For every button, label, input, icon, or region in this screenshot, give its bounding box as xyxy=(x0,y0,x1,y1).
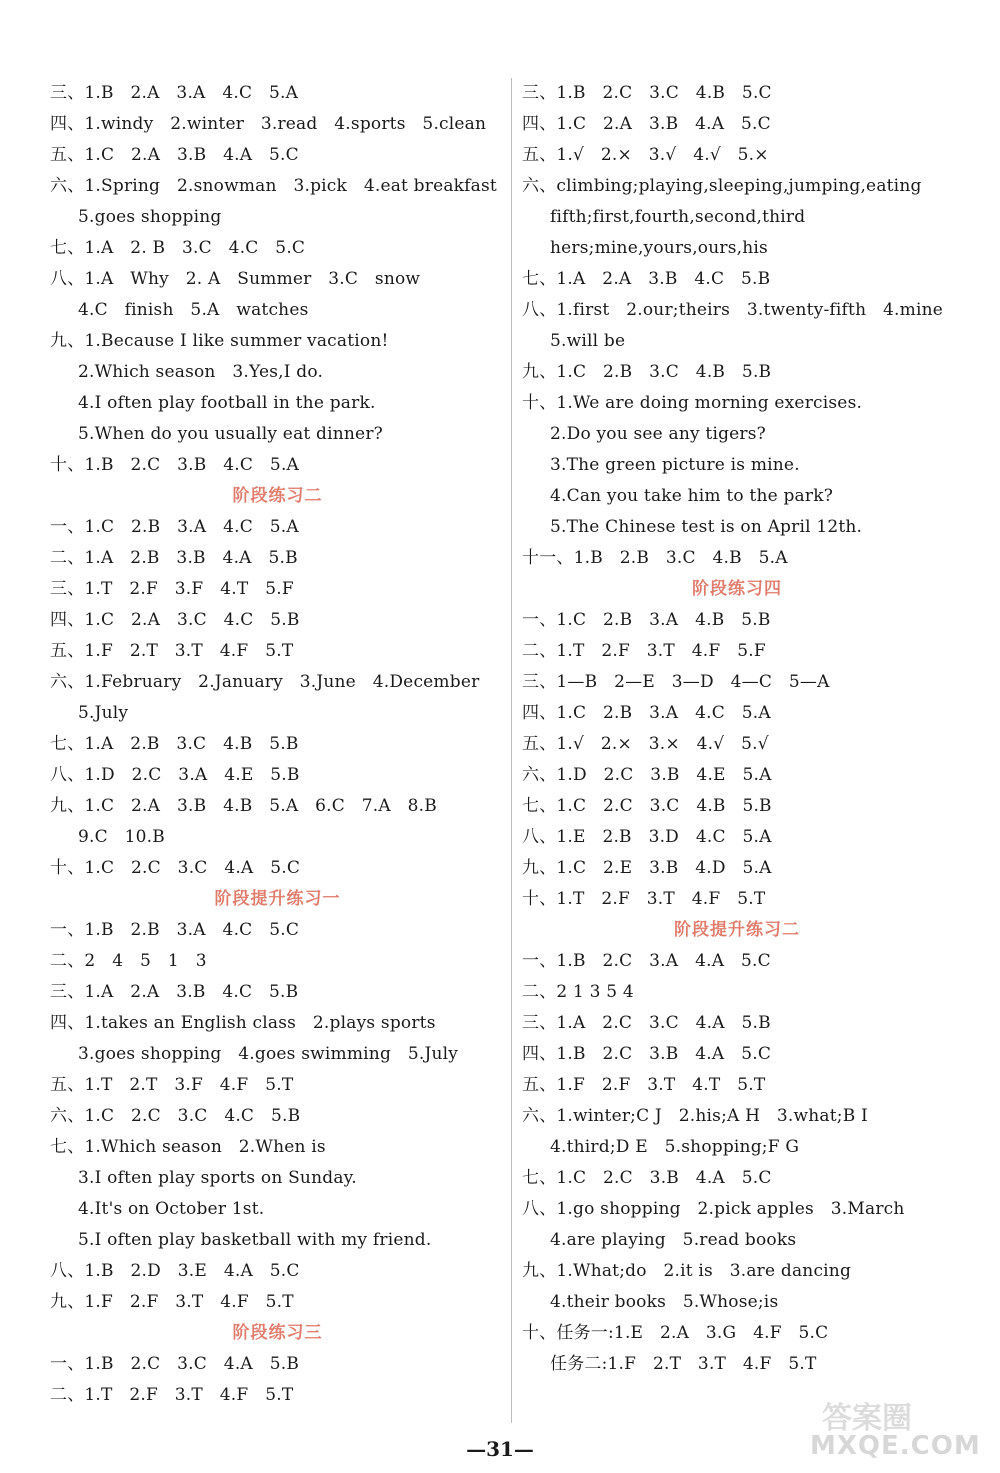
answer-line: 一、1.B 2.B 3.A 4.C 5.C xyxy=(50,920,300,940)
answer-line: 六、1.winter;C J 2.his;A H 3.what;B I xyxy=(522,1106,868,1126)
answer-line: 4.third;D E 5.shopping;F G xyxy=(550,1137,800,1157)
answer-line: 3.I often play sports on Sunday. xyxy=(78,1168,357,1188)
answer-line: 5.July xyxy=(78,703,129,723)
answer-line: fifth;first,fourth,second,third xyxy=(550,207,806,227)
answer-line: 5.When do you usually eat dinner? xyxy=(78,424,383,444)
answer-line: 一、1.B 2.C 3.A 4.A 5.C xyxy=(522,951,771,971)
answer-line: 六、climbing;playing,sleeping,jumping,eating xyxy=(522,176,922,196)
answer-line: 五、1.F 2.F 3.T 4.T 5.T xyxy=(522,1075,766,1095)
answer-line: 五、1.F 2.T 3.T 4.F 5.T xyxy=(50,641,294,661)
answer-line: 十一、1.B 2.B 3.C 4.B 5.A xyxy=(522,548,788,568)
answer-line: 九、1.Because I like summer vacation! xyxy=(50,331,389,351)
answer-line: 十、1.B 2.C 3.B 4.C 5.A xyxy=(50,455,300,475)
answer-line: 七、1.A 2.B 3.C 4.B 5.B xyxy=(50,734,299,754)
column-divider xyxy=(511,78,512,1423)
answer-line: 一、1.C 2.B 3.A 4.C 5.A xyxy=(50,517,299,537)
answer-line: 三、1.A 2.A 3.B 4.C 5.B xyxy=(50,982,299,1002)
section-heading: 阶段练习四 xyxy=(692,579,782,599)
answer-line: 四、1.C 2.B 3.A 4.C 5.A xyxy=(522,703,771,723)
answer-line: 九、1.C 2.A 3.B 4.B 5.A 6.C 7.A 8.B xyxy=(50,796,437,816)
answer-line: 四、1.C 2.A 3.C 4.C 5.B xyxy=(50,610,300,630)
answer-line: 五、1.C 2.A 3.B 4.A 5.C xyxy=(50,145,299,165)
answer-line: 4.I often play football in the park. xyxy=(78,393,376,413)
answer-line: 三、1—B 2—E 3—D 4—C 5—A xyxy=(522,672,830,692)
answer-line: 十、1.We are doing morning exercises. xyxy=(522,393,863,413)
answer-line: 八、1.B 2.D 3.E 4.A 5.C xyxy=(50,1261,300,1281)
answer-line: 九、1.What;do 2.it is 3.are dancing xyxy=(522,1261,852,1281)
answer-line: 4.It's on October 1st. xyxy=(78,1199,265,1219)
answer-line: 一、1.C 2.B 3.A 4.B 5.B xyxy=(522,610,771,630)
answer-line: 四、1.windy 2.winter 3.read 4.sports 5.clean xyxy=(50,114,487,134)
answer-line: 五、1.√ 2.× 3.× 4.√ 5.√ xyxy=(522,734,769,754)
section-heading: 阶段提升练习二 xyxy=(674,920,800,940)
answer-line: 五、1.√ 2.× 3.√ 4.√ 5.× xyxy=(522,145,769,165)
answer-line: 二、2 1 3 5 4 xyxy=(522,982,634,1002)
answer-line: 七、1.A 2. B 3.C 4.C 5.C xyxy=(50,238,306,258)
answer-line: 2.Which season 3.Yes,I do. xyxy=(78,362,324,382)
answer-line: 5.The Chinese test is on April 12th. xyxy=(550,517,863,537)
answer-line: 二、1.T 2.F 3.T 4.F 5.F xyxy=(522,641,766,661)
answer-line: 六、1.February 2.January 3.June 4.December xyxy=(50,672,480,692)
answer-line: 4.are playing 5.read books xyxy=(550,1230,797,1250)
answer-line: 六、1.Spring 2.snowman 3.pick 4.eat breakfast xyxy=(50,176,497,196)
answer-line: 三、1.A 2.C 3.C 4.A 5.B xyxy=(522,1013,771,1033)
answer-line: 七、1.Which season 2.When is xyxy=(50,1137,326,1157)
answer-line: 9.C 10.B xyxy=(78,827,165,847)
answer-line: 四、1.B 2.C 3.B 4.A 5.C xyxy=(522,1044,772,1064)
answer-line: 一、1.B 2.C 3.C 4.A 5.B xyxy=(50,1354,300,1374)
answer-line: 4.Can you take him to the park? xyxy=(550,486,834,506)
answer-line: 二、1.T 2.F 3.T 4.F 5.T xyxy=(50,1385,294,1405)
answer-line: hers;mine,yours,ours,his xyxy=(550,238,768,258)
answer-line: 3.goes shopping 4.goes swimming 5.July xyxy=(78,1044,459,1064)
answer-line: 2.Do you see any tigers? xyxy=(550,424,766,444)
answer-line: 七、1.C 2.C 3.B 4.A 5.C xyxy=(522,1168,772,1188)
answer-line: 十、任务一:1.E 2.A 3.G 4.F 5.C xyxy=(522,1323,829,1343)
answer-line: 八、1.D 2.C 3.A 4.E 5.B xyxy=(50,765,300,785)
answer-line: 八、1.A Why 2. A Summer 3.C snow xyxy=(50,269,421,289)
answer-line: 八、1.go shopping 2.pick apples 3.March xyxy=(522,1199,905,1219)
answer-line: 九、1.C 2.B 3.C 4.B 5.B xyxy=(522,362,772,382)
right-column xyxy=(522,78,952,1380)
watermark-top-text: 答案圈 xyxy=(822,1401,912,1436)
answer-line: 三、1.B 2.C 3.C 4.B 5.C xyxy=(522,83,772,103)
answer-line: 六、1.D 2.C 3.B 4.E 5.A xyxy=(522,765,772,785)
answer-line: 八、1.E 2.B 3.D 4.C 5.A xyxy=(522,827,772,847)
answer-line: 三、1.B 2.A 3.A 4.C 5.A xyxy=(50,83,299,103)
watermark-logo xyxy=(802,1393,982,1463)
answer-line: 七、1.C 2.C 3.C 4.B 5.B xyxy=(522,796,772,816)
answer-line: 八、1.first 2.our;theirs 3.twenty-fifth 4.mine xyxy=(522,300,944,320)
answer-line: 二、2 4 5 1 3 xyxy=(50,951,207,971)
answer-line: 三、1.T 2.F 3.F 4.T 5.F xyxy=(50,579,294,599)
page-number: —31— xyxy=(466,1437,534,1461)
answer-line: 3.The green picture is mine. xyxy=(550,455,800,475)
answer-line: 四、1.C 2.A 3.B 4.A 5.C xyxy=(522,114,771,134)
answer-line: 4.C finish 5.A watches xyxy=(78,300,309,320)
answer-line: 四、1.takes an English class 2.plays sports xyxy=(50,1013,436,1033)
answer-line: 九、1.C 2.E 3.B 4.D 5.A xyxy=(522,858,772,878)
answer-line: 5.will be xyxy=(550,331,626,351)
left-column xyxy=(50,78,505,1411)
answer-line: 六、1.C 2.C 3.C 4.C 5.B xyxy=(50,1106,301,1126)
answer-line: 五、1.T 2.T 3.F 4.F 5.T xyxy=(50,1075,294,1095)
answer-line: 十、1.C 2.C 3.C 4.A 5.C xyxy=(50,858,301,878)
section-heading: 阶段提升练习一 xyxy=(214,889,341,909)
answer-line: 4.their books 5.Whose;is xyxy=(550,1292,779,1312)
section-heading: 阶段练习三 xyxy=(232,1323,323,1343)
section-heading: 阶段练习二 xyxy=(232,486,323,506)
answer-line: 5.I often play basketball with my friend. xyxy=(78,1230,432,1250)
watermark-bottom-text: MXQE.COM xyxy=(810,1431,981,1461)
answer-line: 九、1.F 2.F 3.T 4.F 5.T xyxy=(50,1292,294,1312)
answer-line: 二、1.A 2.B 3.B 4.A 5.B xyxy=(50,548,298,568)
answer-line: 任务二:1.F 2.T 3.T 4.F 5.T xyxy=(550,1354,817,1374)
answer-line: 5.goes shopping xyxy=(78,207,222,227)
answer-line: 十、1.T 2.F 3.T 4.F 5.T xyxy=(522,889,766,909)
answer-line: 七、1.A 2.A 3.B 4.C 5.B xyxy=(522,269,771,289)
